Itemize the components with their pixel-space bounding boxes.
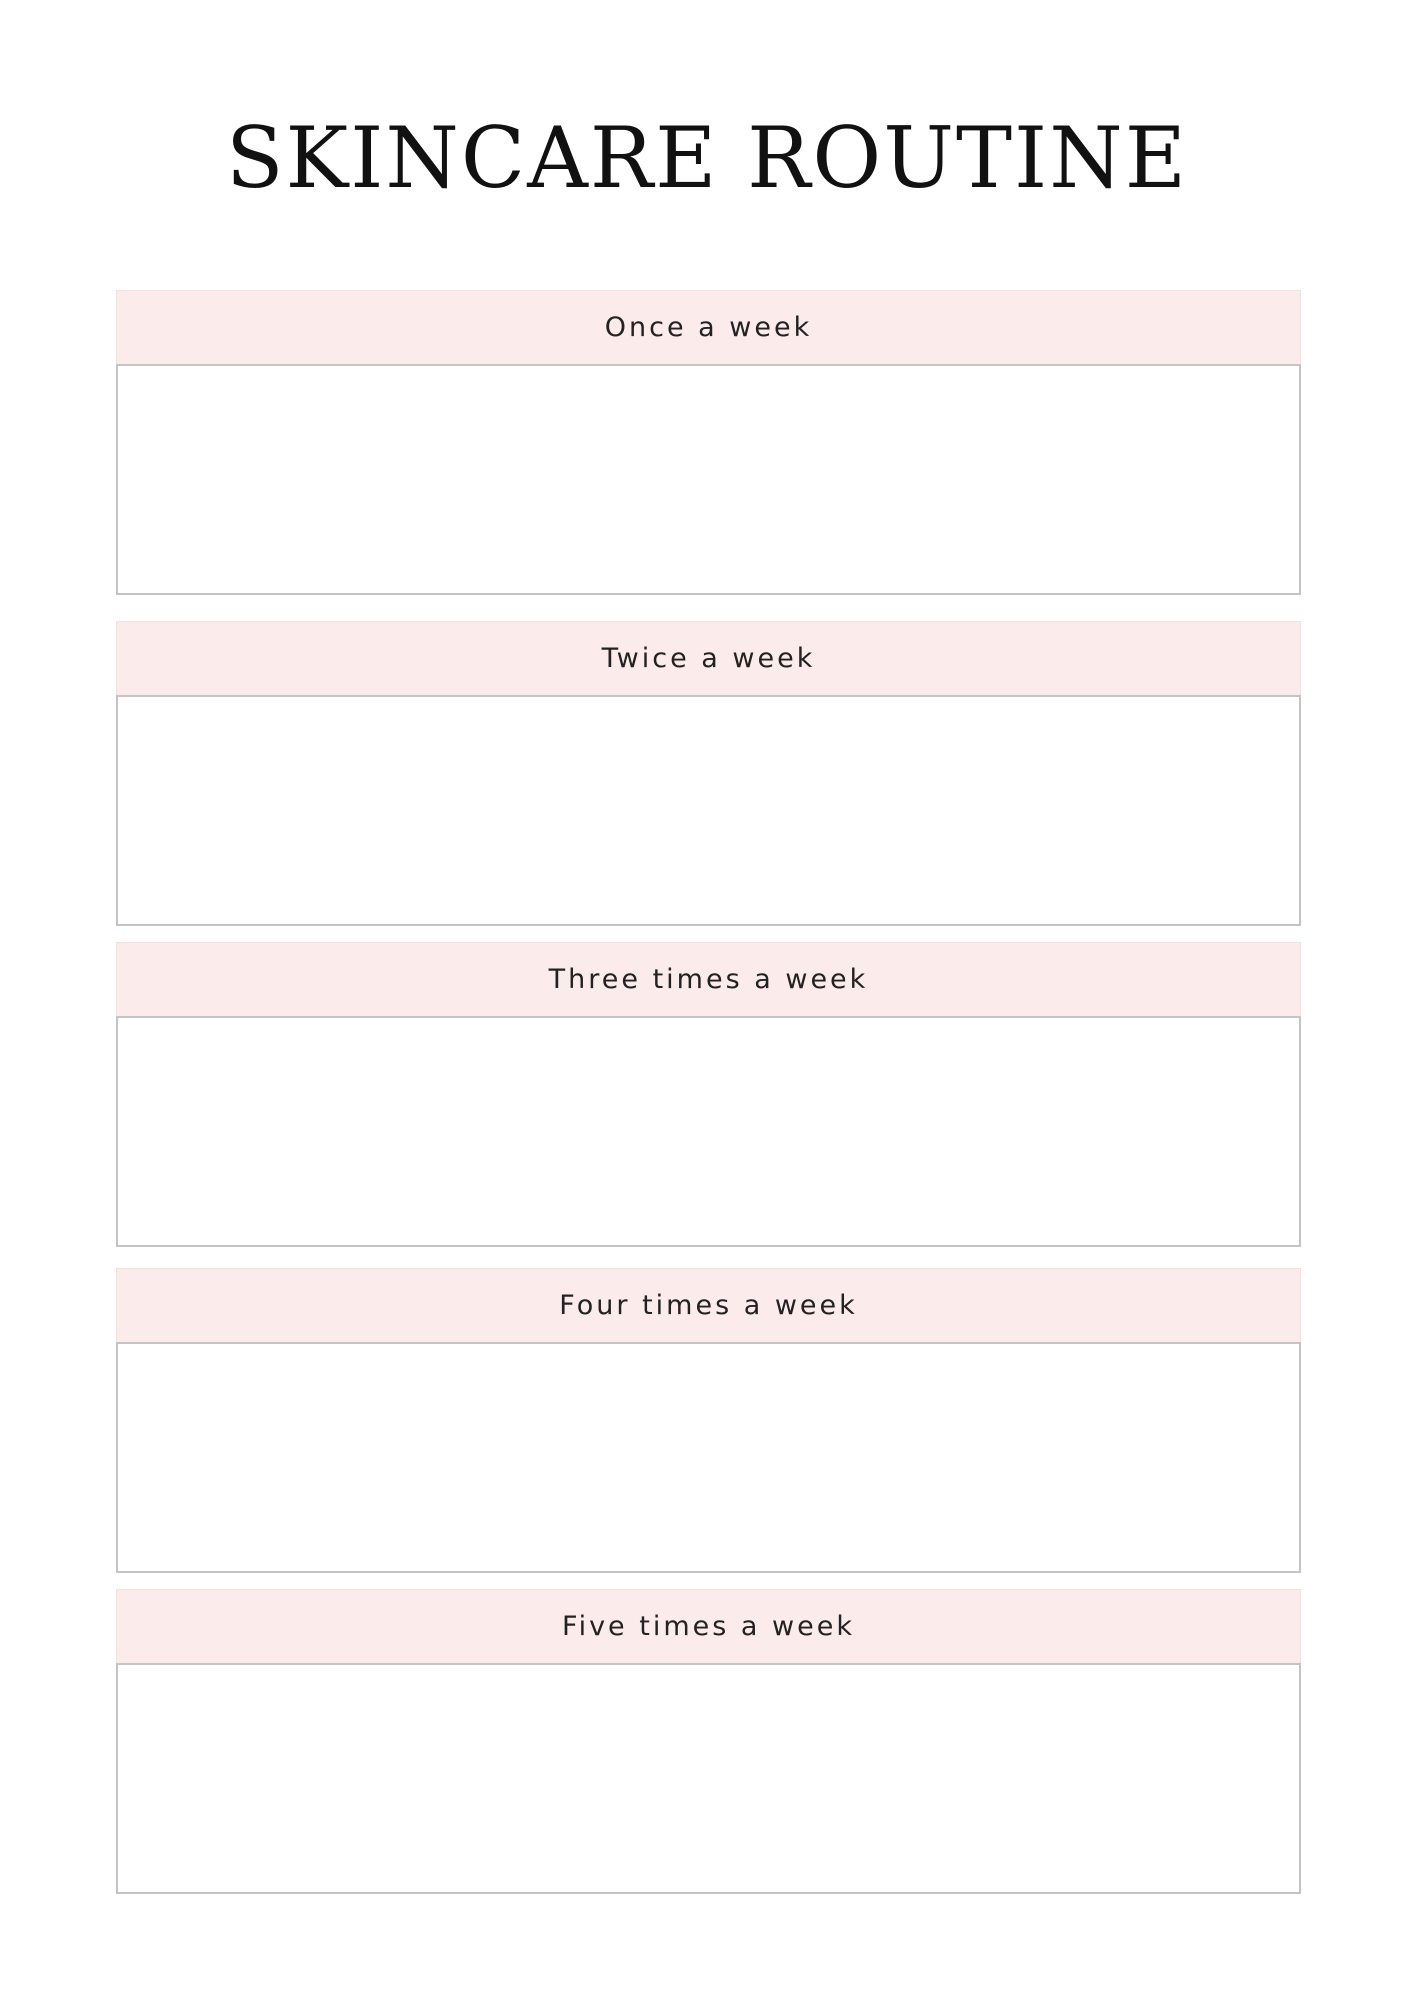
section-header: Twice a week	[116, 621, 1301, 695]
writing-area[interactable]	[116, 1342, 1301, 1573]
section-five-times-a-week	[116, 1589, 1301, 1894]
section-once-a-week	[116, 290, 1301, 595]
section-header: Four times a week	[116, 1268, 1301, 1342]
section-three-times-a-week	[116, 942, 1301, 1247]
writing-area[interactable]	[116, 1663, 1301, 1894]
section-header: Three times a week	[116, 942, 1301, 1016]
section-header: Once a week	[116, 290, 1301, 364]
section-twice-a-week	[116, 621, 1301, 926]
writing-area[interactable]	[116, 1016, 1301, 1247]
writing-area[interactable]	[116, 364, 1301, 595]
section-four-times-a-week	[116, 1268, 1301, 1573]
section-header: Five times a week	[116, 1589, 1301, 1663]
writing-area[interactable]	[116, 695, 1301, 926]
page-title: SKINCARE ROUTINE	[225, 109, 1189, 207]
